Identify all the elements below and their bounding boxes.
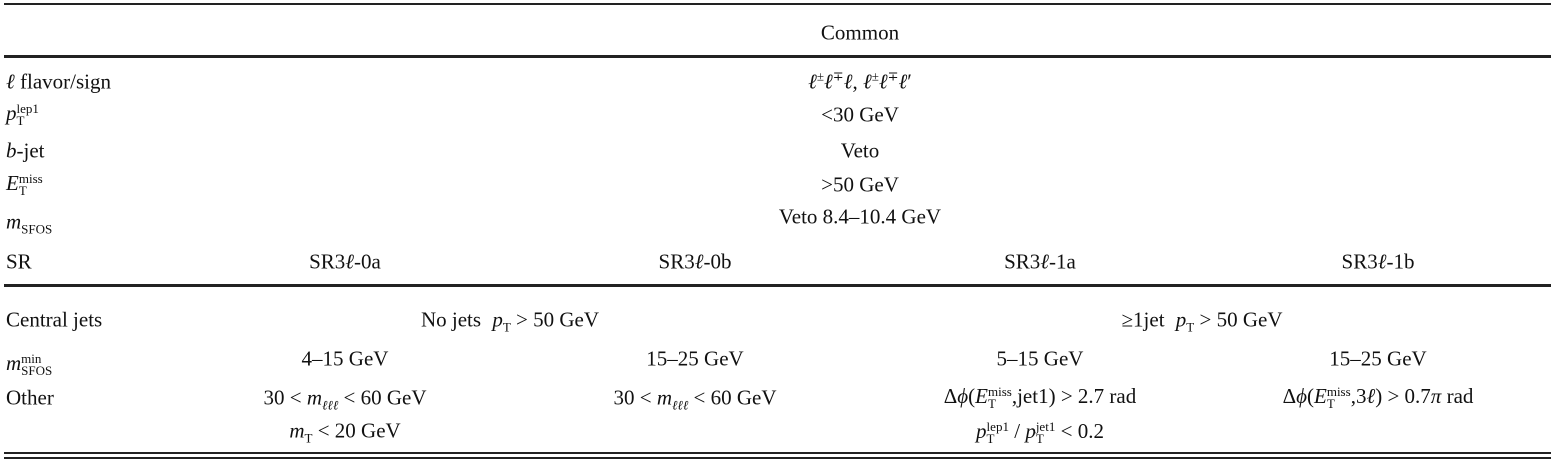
other-0b-line1: $30 < m_{\ell\ell\ell} < 60$ GeV	[613, 385, 777, 413]
bottom-rule-1	[4, 452, 1551, 454]
other-1a-line1: Δϕ(E miss T ,jet1) > 2.7 rad	[943, 384, 1137, 412]
common-value-msfos: Veto 8.4–10.4 GeV	[778, 204, 942, 229]
common-header: Common	[820, 20, 900, 45]
common-value-etmiss: >50 GeV	[821, 172, 899, 197]
central-jets-1jet: ≥1jet $p_T > 50$ GeV	[1121, 307, 1283, 335]
sr-label: SR	[6, 249, 32, 274]
row-label-msfos: $m_{SFOS}$	[6, 209, 53, 237]
msfos-min-1b: 15–25 GeV	[1329, 346, 1427, 371]
other-1b-line1: Δϕ(E miss T ,3ℓ) > 0.7π rad	[1282, 384, 1474, 412]
other-label: Other	[6, 385, 54, 410]
other-1a-line2: p lep1 T / p jet1 T < 0.2	[976, 419, 1104, 447]
sr-header-1b: SR3ℓ-1b	[1341, 249, 1415, 274]
other-0a-line2: $m_T < 20$ GeV	[289, 418, 401, 446]
common-value-flavor: ℓ±ℓ∓ℓ, ℓ±ℓ∓ℓ′	[808, 68, 912, 94]
msfos-min-label: m min SFOS	[6, 351, 53, 379]
msfos-min-0b: 15–25 GeV	[646, 346, 744, 371]
central-jets-label: Central jets	[6, 307, 103, 332]
msfos-min-1a: 5–15 GeV	[996, 346, 1084, 371]
sr-header-0a: SR3ℓ-0a	[309, 249, 381, 274]
header-rule	[4, 55, 1551, 58]
bottom-rule-2	[4, 457, 1551, 459]
row-label-lepton-flavor: ℓ flavor/sign	[6, 69, 111, 94]
common-value-bjet: Veto	[840, 138, 880, 163]
msfos-min-0a: 4–15 GeV	[301, 346, 389, 371]
sr-header-0b: SR3ℓ-0b	[658, 249, 732, 274]
other-0a-line1: $30 < m_{\ell\ell\ell} < 60$ GeV	[263, 385, 427, 413]
sr-rule	[4, 284, 1551, 287]
sr-header-1a: SR3ℓ-1a	[1004, 249, 1076, 274]
common-value-pt-lep1: <30 GeV	[821, 102, 899, 127]
central-jets-nojets: No jets $p_T > 50$ GeV	[420, 307, 600, 335]
top-rule-1	[4, 3, 1551, 5]
row-label-etmiss: E miss T	[6, 171, 43, 199]
row-label-pt-lep1: p lep1 T	[6, 101, 39, 129]
row-label-bjet: b-jet	[6, 138, 45, 163]
